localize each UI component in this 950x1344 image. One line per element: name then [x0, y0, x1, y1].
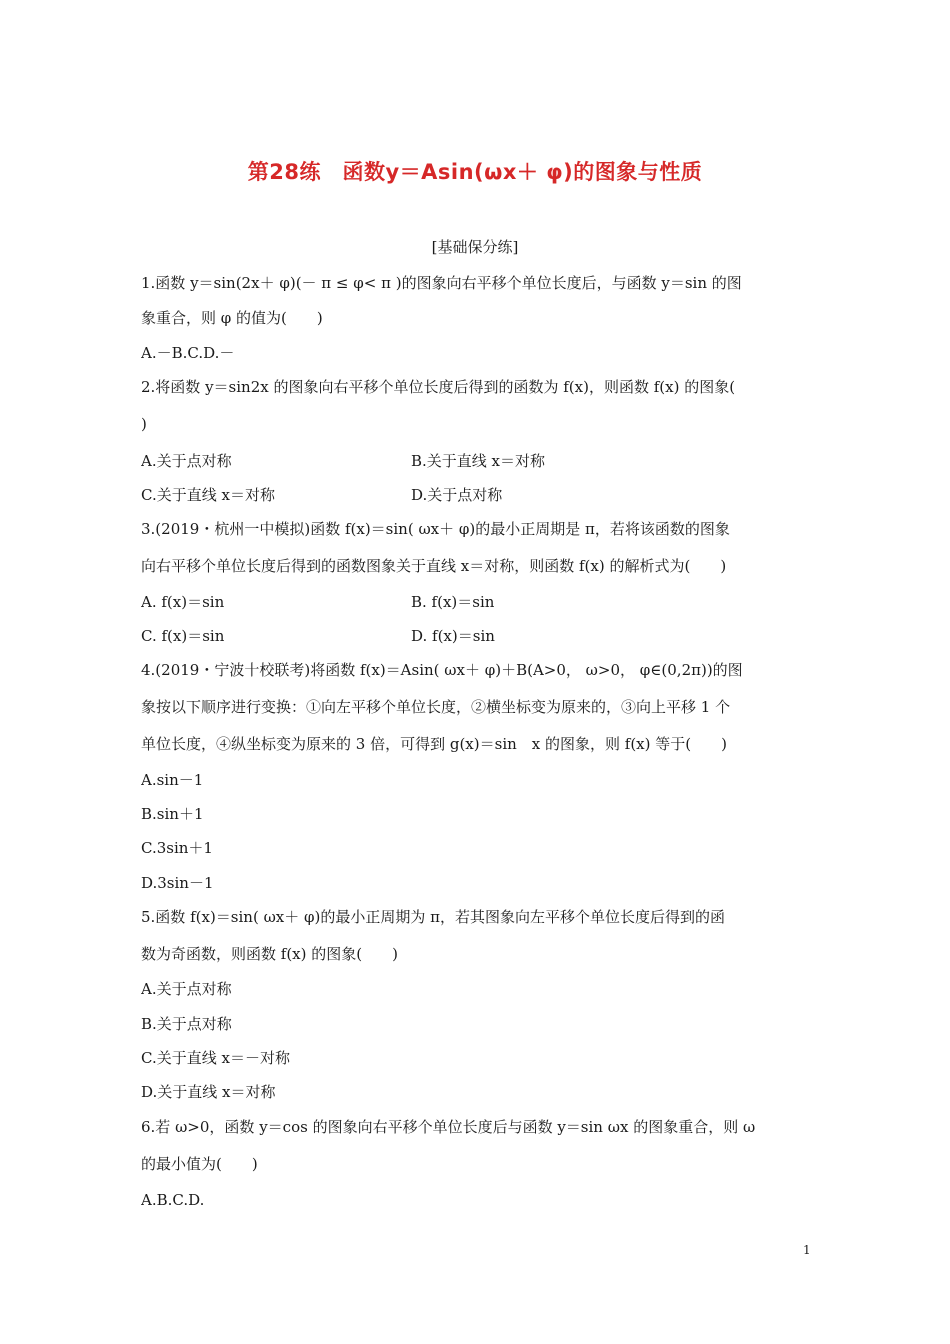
- q6-line-2: 的最小值为( ): [141, 1155, 258, 1173]
- q2-option-b: B.关于直线 x＝对称: [411, 452, 546, 470]
- q2-options-row-2: [141, 485, 813, 505]
- q4-option-b: B.sin＋1: [141, 805, 204, 823]
- q4-option-d: D.3sin－1: [141, 874, 214, 892]
- q3-option-b: B. f(x)＝sin: [411, 593, 495, 611]
- q3-line-2: 向右平移个单位长度后得到的函数图象关于直线 x＝对称，则函数 f(x) 的解析式为( ): [141, 557, 727, 575]
- q5-line-1: 5.函数 f(x)＝sin( ωx＋ φ)的最小正周期为 π，若其图象向左平移个单位长度后得到的函: [141, 908, 726, 926]
- q2-option-a: A.关于点对称: [141, 452, 232, 470]
- page-number: 1: [803, 1243, 811, 1257]
- section-heading: [基础保分练]: [431, 238, 519, 256]
- q1-line-2: 象重合，则 φ 的值为( ): [141, 309, 323, 327]
- q3-option-a: A. f(x)＝sin: [141, 593, 225, 611]
- q5-option-b: B.关于点对称: [141, 1015, 232, 1033]
- q1-options: A.－B.C.D.－: [141, 344, 235, 362]
- q4-line-1: 4.(2019・宁波十校联考)将函数 f(x)＝Asin( ωx＋ φ)＋B(A>0， ω>0， φ∈(0,2π))的图: [141, 661, 743, 679]
- q5-option-d: D.关于直线 x＝对称: [141, 1083, 276, 1101]
- q2-line-2: ): [141, 415, 147, 433]
- q2-line-1: 2.将函数 y＝sin2x 的图象向右平移个单位长度后得到的函数为 f(x)，则函数 f(x) 的图象(: [141, 378, 736, 396]
- q3-options-row-1: [141, 592, 813, 612]
- q5-line-2: 数为奇函数，则函数 f(x) 的图象( ): [141, 945, 398, 963]
- q6-options: A.B.C.D.: [141, 1191, 205, 1209]
- q2-option-c: C.关于直线 x＝对称: [141, 486, 275, 504]
- q4-option-a: A.sin－1: [141, 771, 204, 789]
- q5-option-c: C.关于直线 x＝－对称: [141, 1049, 290, 1067]
- q4-line-3: 单位长度，④纵坐标变为原来的 3 倍，可得到 g(x)＝sin x 的图象，则 f(x) 等于( ): [141, 735, 727, 753]
- q1-line-1: 1.函数 y＝sin(2x＋ φ)(－ π ≤ φ< π )的图象向右平移个单位长度后，与函数 y＝sin 的图: [141, 274, 742, 292]
- q4-line-2: 象按以下顺序进行变换：①向左平移个单位长度，②横坐标变为原来的，③向上平移 1 个: [141, 698, 731, 716]
- q2-options-row-1: [141, 451, 813, 471]
- q3-options-row-2: [141, 626, 813, 646]
- q6-line-1: 6.若 ω>0，函数 y＝cos 的图象向右平移个单位长度后与函数 y＝sin ωx 的图象重合，则 ω: [141, 1118, 756, 1136]
- q2-option-d: D.关于点对称: [411, 486, 503, 504]
- q5-option-a: A.关于点对称: [141, 980, 232, 998]
- page-title: 第28练 函数y＝Asin(ωx＋ φ)的图象与性质: [247, 160, 703, 184]
- q3-option-d: D. f(x)＝sin: [411, 627, 495, 645]
- q3-option-c: C. f(x)＝sin: [141, 627, 225, 645]
- q3-line-1: 3.(2019・杭州一中模拟)函数 f(x)＝sin( ωx＋ φ)的最小正周期是 π，若将该函数的图象: [141, 520, 730, 538]
- q4-option-c: C.3sin＋1: [141, 839, 213, 857]
